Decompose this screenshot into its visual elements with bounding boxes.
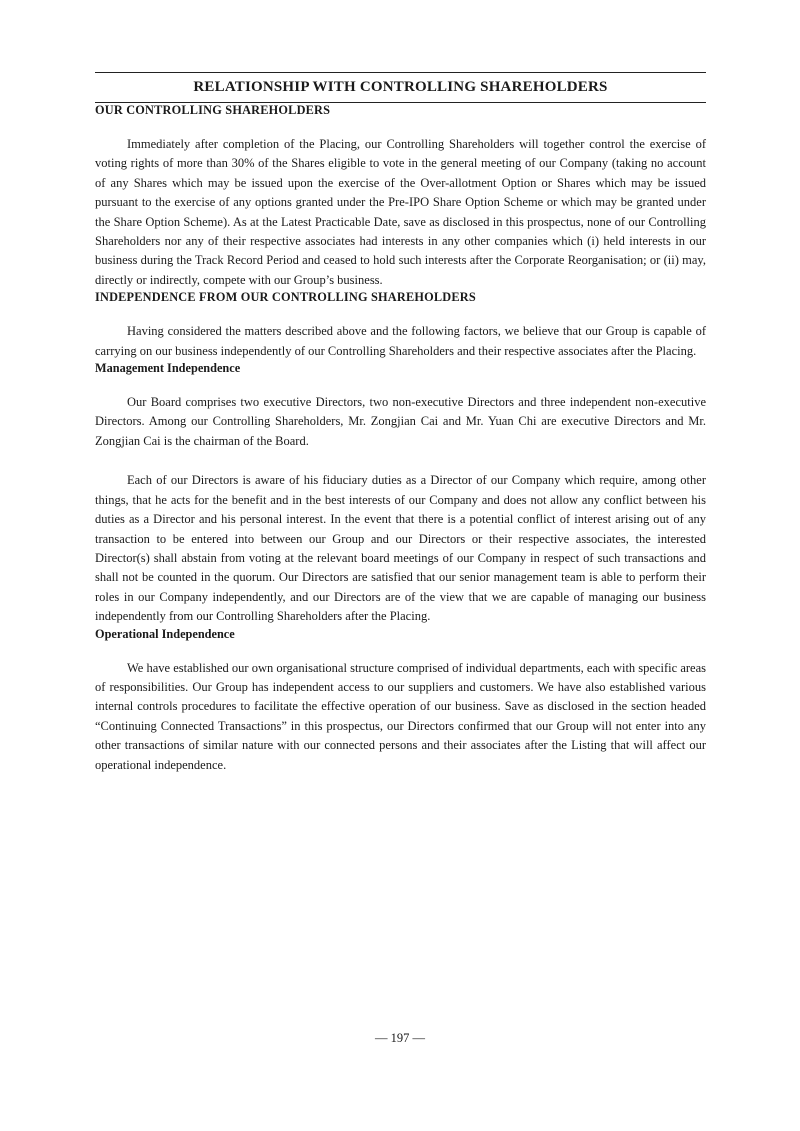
paragraph-controlling-shareholders: Immediately after completion of the Placing, our Controlling Shareholders will together control the exercise of voting rights of more than 30% of the Shares eligible to vote in the general meeting of our Company (taking no account of any Shares which may be issued upon the exercise of the Over-allotment Option or Shares which may be issued pursuant to the exercise of any options granted under the Pre-IPO Share Option Scheme or which may be granted under the Share Option Scheme). As at the Latest Practicable Date, save as disclosed in this prospectus, none of our Controlling Shareholders nor any of their respective associates had interests in any other companies which (i) held interests in our business during the Track Record Period and ceased to hold such interests after the Corporate Reorganisation; or (ii) may, directly or indirectly, compete with our Group’s business.: [95, 137, 706, 287]
section-heading-controlling-shareholders: OUR CONTROLLING SHAREHOLDERS: [95, 103, 331, 117]
paragraph-operational-independence: We have established our own organisational structure comprised of individual departments, each with specific areas of responsibilities. Our Group has independent access to our suppliers and customers. We have also established various internal controls procedures to facilitate the effective operation of our business. Save as disclosed in the section headed “Continuing Connected Transactions” in this prospectus, our Directors confirmed that our Group will not enter into any other transactions of similar nature with our connected persons and their associates after the Listing that will affect our operational independence.: [95, 660, 706, 772]
section-heading-independence: INDEPENDENCE FROM OUR CONTROLLING SHAREHOLDERS: [95, 290, 476, 305]
subheading-operational-independence: Operational Independence: [95, 626, 235, 641]
page-title: RELATIONSHIP WITH CONTROLLING SHAREHOLDERS: [193, 79, 608, 95]
paragraph-board-composition: Our Board comprises two executive Directors, two non-executive Directors and three independent non-executive Directors. Among our Controlling Shareholders, Mr. Zongjian Cai and Mr. Yuan Chi are executive Directors and Mr. Zongjian Cai is the chairman of the Board.: [95, 395, 706, 448]
paragraph-fiduciary-duties: Each of our Directors is aware of his fiduciary duties as a Director of our Company which require, among other things, that he acts for the benefit and in the best interests of our Company and does not allow any conflict between his duties as a Director and his personal interest. In the event that there is a potential conflict of interest arising out of any transaction to be entered into between our Group and our Directors or their respective associates, the interested Director(s) shall abstain from voting at the relevant board meetings of our Company in respect of such transactions and shall not be counted in the quorum. Our Directors are satisfied that our senior management team is able to perform their roles in our Company independently, and our Directors are of the view that we are capable of managing our business independently from our Controlling Shareholders after the Placing.: [95, 473, 706, 624]
document-page: [95, 72, 706, 775]
subheading-management-independence: Management Independence: [95, 361, 241, 376]
paragraph-independence: Having considered the matters described above and the following factors, we believe that our Group is capable of carrying on our business independently of our Controlling Shareholders and their respective associates after the Placing.: [95, 324, 706, 358]
page-header: [95, 72, 706, 103]
page-number: — 197 —: [375, 1031, 425, 1045]
